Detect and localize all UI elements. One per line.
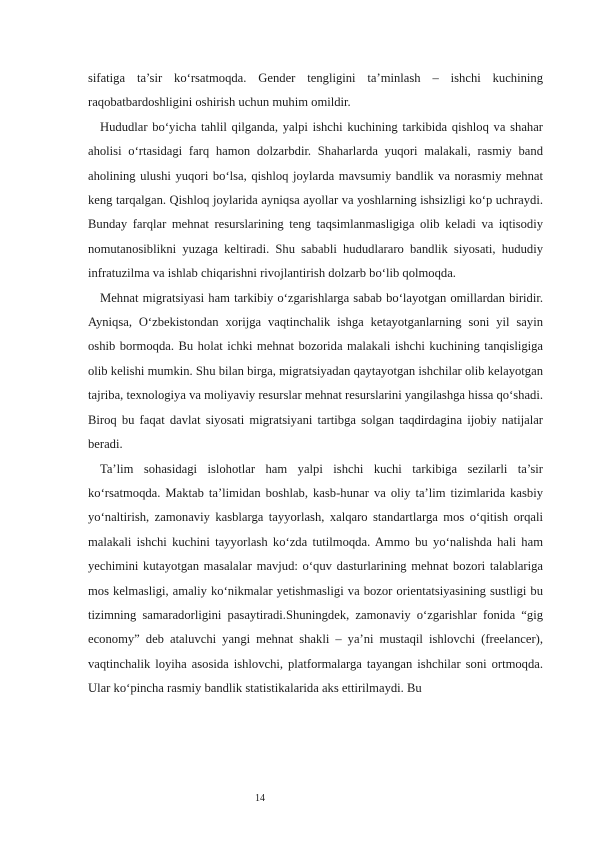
paragraph-labor-migration: Mehnat migratsiyasi ham tarkibiy o‘zgarishlarga sabab bo‘layotgan omillardan biridir. Ayniqsa, O‘zbekistondan xorijga vaqtinchalik ishga ketayotganlarning soni yil sayin oshib bormoqda. Bu holat ichki mehnat bozorida malakali ishchi kuchining tanqisligiga olib kelishi mumkin. Shu bilan birga, migratsiyadan qaytayotgan ishchilar olib kelayotgan tajriba, texnologiya va moliyaviy resurslar mehnat resurslarini yangilashga hissa qo‘shadi. Biroq bu faqat davlat siyosati migratsiyani tartibga solgan taqdirdagina ijobiy natijalar beradi. [88,290,544,452]
document-page [88,66,543,701]
paragraph-regional-analysis: Hududlar bo‘yicha tahlil qilganda, yalpi ishchi kuchining tarkibida qishloq va shahar aholisi o‘rtasidagi farq hamon dolzarbdir. Shaharlarda yuqori malakali, rasmiy band aholining ulushi yuqori bo‘lsa, qishloq joylarda mavsumiy bandlik va norasmiy mehnat keng tarqalgan. Qishloq joylarida ayniqsa ayollar va yoshlarning ishsizligi ko‘p uchraydi. Bunday farqlar mehnat resurslarining teng taqsimlanmasligiga olib keladi va iqtisodiy nomutanosiblikni yuzaga keltiradi. Shu sababli hududlararo bandlik siyosati, hududiy infratuzilma va ishlab chiqarishni rivojlantirish dolzarb bo‘lib qolmoqda. [88,119,543,281]
paragraph-gender-equality: sifatiga ta’sir ko‘rsatmoqda. Gender tengligini ta’minlash – ishchi kuchining raqobatbardoshligini oshirish uchun muhim omildir. [88,71,543,110]
paragraph-education-reforms: Ta’lim sohasidagi islohotlar ham yalpi ishchi kuchi tarkibiga sezilarli ta’sir ko‘rsatmoqda. Maktab ta’limidan boshlab, kasb-hunar va oliy ta’lim tizimlarida kasbiy yo‘naltirish, zamonaviy kasblarga tayyorlash, xalqaro standartlarga mos o‘qitish orqali malakali ishchi kuchini tayyorlash ko‘zda tutilmoqda. Ammo bu yo‘nalishda hali ham yechimini kutayotgan masalalar mavjud: o‘quv dasturlarining mehnat bozori talablariga mos kelmasligi, amaliy ko‘nikmalar yetishmasligi va bozor orientatsiyasining sustligi bu tizimning samaradorligini pasaytiradi.Shuningdek, zamonaviy o‘zgarishlar fonida “gig economy” deb ataluvchi yangi mehnat shakli – ya’ni mustaqil ishlovchi (freelancer), vaqtinchalik loyiha asosida ishlovchi, platformalarga tayangan ishchilar soni ortmoqda. Ular ko‘pincha rasmiy bandlik statistikalarida aks ettirilmaydi. Bu [88,461,543,696]
page-number: 14 [255,793,265,804]
